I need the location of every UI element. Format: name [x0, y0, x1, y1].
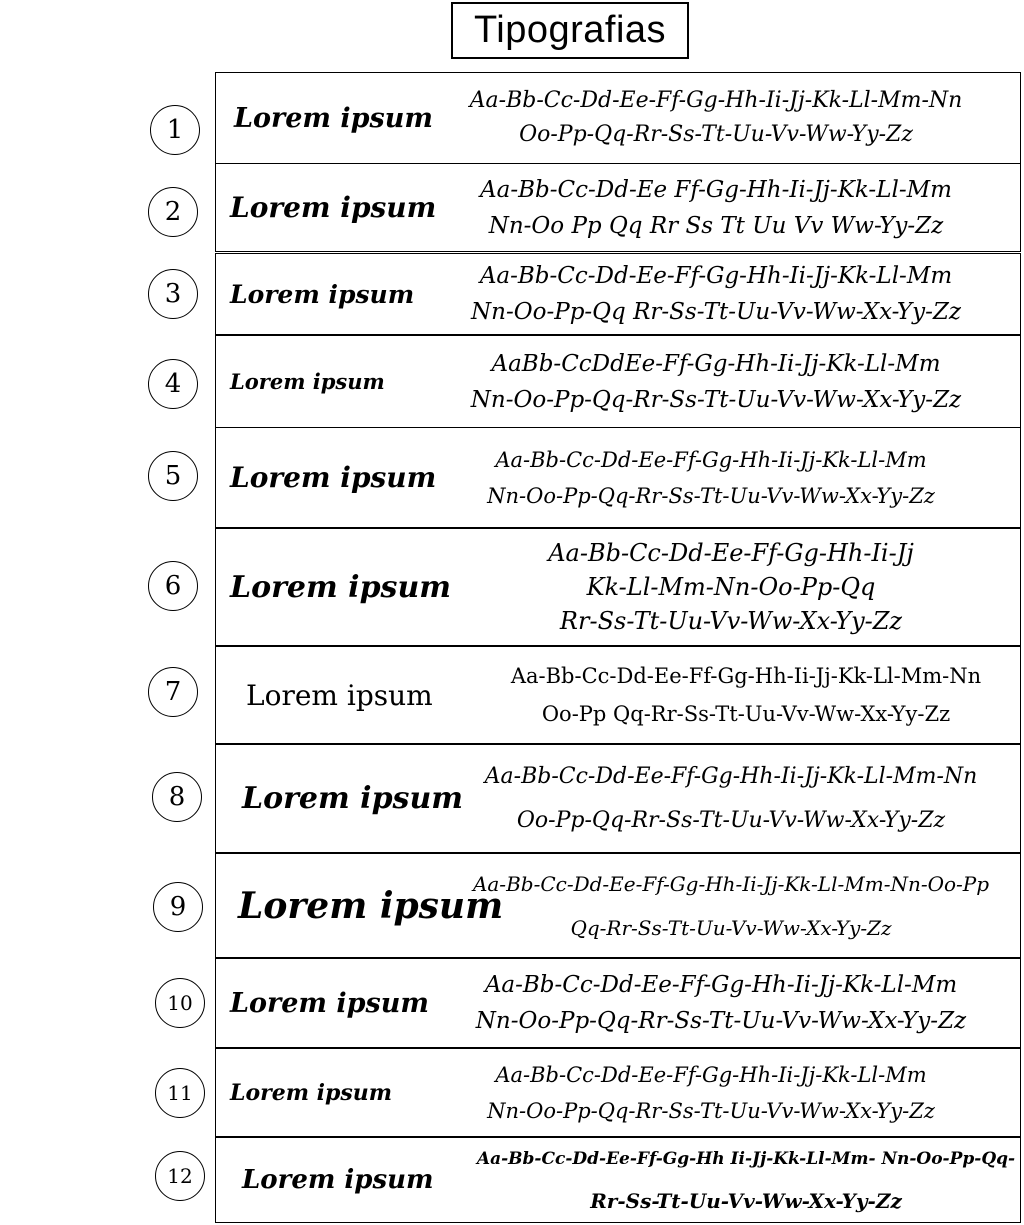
- font-sample-text: Lorem ipsum: [242, 781, 464, 816]
- alphabet-line: Oo-Pp-Qq-Rr-Ss-Tt-Uu-Vv-Ww-Yy-Zz: [519, 122, 913, 147]
- alphabet-line: Nn-Oo-Pp-Qq Rr-Ss-Tt-Uu-Vv-Ww-Xx-Yy-Zz: [471, 299, 961, 325]
- alphabet-line: Aa-Bb-Cc-Dd-Ee-Ff-Gg-Hh-Ii-Jj-Kk-Ll-Mm-Nn: [484, 763, 978, 789]
- row-number-badge: 7: [148, 667, 198, 717]
- row-number-badge: 3: [148, 269, 198, 319]
- font-sample-text: Lorem ipsum: [242, 1165, 434, 1195]
- alphabet-line: Aa-Bb-Cc-Dd-Ee-Ff-Gg-Hh-Ii-Jj-Kk-Ll-Mm: [479, 263, 953, 289]
- alphabet-line: AaBb-CcDdEe-Ff-Gg-Hh-Ii-Jj-Kk-Ll-Mm: [491, 350, 941, 377]
- alphabet-line: Oo-Pp-Qq-Rr-Ss-Tt-Uu-Vv-Ww-Xx-Yy-Zz: [516, 807, 946, 833]
- alphabet-sample: [476, 647, 1016, 743]
- typography-row: [215, 427, 1021, 528]
- font-sample-text: Lorem ipsum: [230, 461, 437, 494]
- alphabet-sample: [406, 428, 1016, 527]
- alphabet-line: Nn-Oo-Pp-Qq-Rr-Ss-Tt-Uu-Vv-Ww-Xx-Yy-Zz: [470, 386, 962, 413]
- alphabet-line: Kk-Ll-Mm-Nn-Oo-Pp-Qq: [586, 573, 876, 601]
- alphabet-sample: [446, 745, 1016, 852]
- row-number-badge: 6: [148, 561, 198, 611]
- font-sample-text: Lorem ipsum: [246, 678, 433, 712]
- font-sample-text: Lorem ipsum: [238, 884, 504, 927]
- alphabet-sample: [406, 1049, 1016, 1136]
- alphabet-line: Aa-Bb-Cc-Dd-Ee-Ff-Gg-Hh-Ii-Jj-Kk-Ll-Mm: [484, 972, 958, 998]
- font-sample-text: Lorem ipsum: [230, 369, 385, 394]
- alphabet-line: Nn-Oo-Pp-Qq-Rr-Ss-Tt-Uu-Vv-Ww-Xx-Yy-Zz: [487, 483, 935, 508]
- alphabet-sample: [426, 959, 1016, 1047]
- font-sample-text: Lorem ipsum: [230, 569, 452, 605]
- alphabet-line: Aa-Bb-Cc-Dd-Ee-Ff-Gg-Hh-Ii-Jj-Kk-Ll-Mm-Nn: [469, 88, 963, 113]
- alphabet-line: Aa-Bb-Cc-Dd-Ee-Ff-Gg-Hh-Ii-Jj-Kk-Ll-Mm-Nn: [510, 664, 982, 688]
- alphabet-line: Aa-Bb-Cc-Dd-Ee-Ff-Gg-Hh-Ii-Jj-Kk-Ll-Mm: [495, 447, 927, 472]
- font-sample-text: Lorem ipsum: [230, 1079, 393, 1106]
- row-number-badge: 9: [153, 882, 203, 932]
- alphabet-line: Nn-Oo-Pp-Qq-Rr-Ss-Tt-Uu-Vv-Ww-Xx-Yy-Zz: [487, 1098, 935, 1123]
- row-number-badge: 10: [155, 978, 205, 1028]
- alphabet-line: Aa-Bb-Cc-Dd-Ee-Ff-Gg-Hh Ii-Jj-Kk-Ll-Mm- Nn-Oo-Pp-Qq-: [476, 1149, 1016, 1169]
- alphabet-line: Rr-Ss-Tt-Uu-Vv-Ww-Xx-Yy-Zz: [590, 1189, 902, 1213]
- alphabet-sample: [446, 529, 1016, 645]
- row-number-badge: 2: [148, 187, 198, 237]
- alphabet-line: Aa-Bb-Cc-Dd-Ee-Ff-Gg-Hh-Ii-Jj: [548, 539, 914, 567]
- alphabet-line: Aa-Bb-Cc-Dd-Ee-Ff-Gg-Hh-Ii-Jj-Kk-Ll-Mm-Nn-Oo-Pp: [472, 871, 990, 896]
- page-title: Tipografias: [451, 2, 689, 59]
- alphabet-sample: [446, 854, 1016, 957]
- typography-row: [215, 646, 1021, 744]
- row-number-badge: 5: [148, 451, 198, 501]
- typography-row: [215, 744, 1021, 853]
- typography-row: [215, 163, 1021, 252]
- typography-row: [215, 335, 1021, 428]
- font-sample-text: Lorem ipsum: [234, 102, 433, 134]
- alphabet-sample: [476, 1138, 1016, 1222]
- font-sample-text: Lorem ipsum: [230, 279, 415, 309]
- typography-row: [215, 528, 1021, 646]
- alphabet-line: Qq-Rr-Ss-Tt-Uu-Vv-Ww-Xx-Yy-Zz: [570, 915, 892, 940]
- row-number-badge: 8: [152, 772, 202, 822]
- alphabet-sample: [416, 73, 1016, 163]
- font-sample-text: Lorem ipsum: [230, 987, 429, 1019]
- alphabet-line: Nn-Oo Pp Qq Rr Ss Tt Uu Vv Ww-Yy-Zz: [488, 212, 944, 239]
- typography-row: [215, 853, 1021, 958]
- alphabet-line: Aa-Bb-Cc-Dd-Ee-Ff-Gg-Hh-Ii-Jj-Kk-Ll-Mm: [495, 1062, 927, 1087]
- row-number-badge: 4: [148, 359, 198, 409]
- typography-row: [215, 72, 1021, 164]
- row-number-badge: 12: [155, 1151, 205, 1201]
- typography-row: [215, 958, 1021, 1048]
- typography-row: [215, 253, 1021, 335]
- typography-row: [215, 1048, 1021, 1137]
- alphabet-line: Nn-Oo-Pp-Qq-Rr-Ss-Tt-Uu-Vv-Ww-Xx-Yy-Zz: [475, 1008, 967, 1034]
- alphabet-line: Rr-Ss-Tt-Uu-Vv-Ww-Xx-Yy-Zz: [559, 607, 903, 635]
- alphabet-sample: [416, 336, 1016, 427]
- row-number-badge: 11: [155, 1068, 205, 1118]
- typography-row: [215, 1137, 1021, 1223]
- font-sample-text: Lorem ipsum: [230, 191, 437, 224]
- alphabet-line: Aa-Bb-Cc-Dd-Ee Ff-Gg-Hh-Ii-Jj-Kk-Ll-Mm: [480, 176, 952, 203]
- row-number-badge: 1: [150, 105, 200, 155]
- alphabet-sample: [416, 254, 1016, 334]
- alphabet-sample: [416, 164, 1016, 251]
- alphabet-line: Oo-Pp Qq-Rr-Ss-Tt-Uu-Vv-Ww-Xx-Yy-Zz: [541, 702, 951, 726]
